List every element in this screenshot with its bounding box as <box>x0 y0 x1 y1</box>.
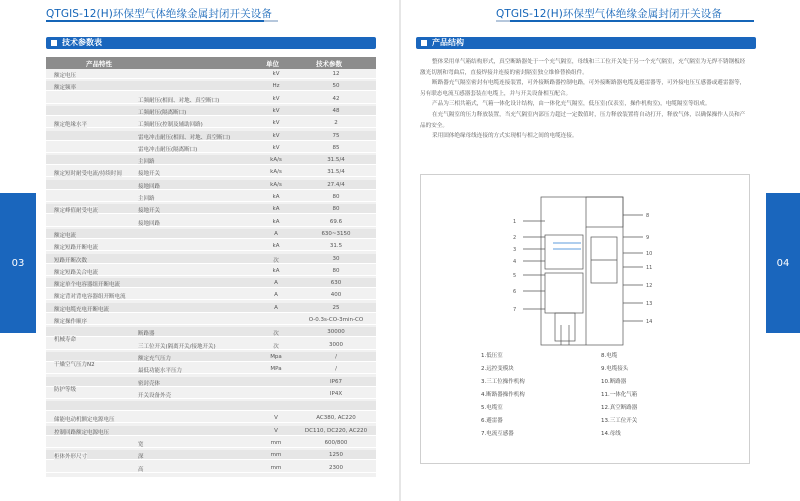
spec-cell-value: IP67 <box>330 378 342 385</box>
spec-cell-unit: kA <box>272 194 280 200</box>
spec-row <box>46 217 376 227</box>
spec-cell-value: 31.5/4 <box>327 157 345 164</box>
spec-cell-unit: mm <box>270 464 282 471</box>
spec-cell-sub: 三工位开关(隔离开关/接地开关) <box>138 343 216 350</box>
spec-cell-value: 25 <box>332 304 340 311</box>
callout-number: 3 <box>513 247 517 253</box>
spec-cell-value: 31.5 <box>329 243 343 250</box>
spec-row <box>46 364 376 374</box>
left-header-rule <box>46 20 264 22</box>
spec-cell-sub: 工频耐压(隔离断口) <box>138 109 187 116</box>
spec-cell-value: 30000 <box>327 329 345 336</box>
spec-cell-value: AC380, AC220 <box>316 415 356 422</box>
spec-cell-value: 2300 <box>329 464 343 471</box>
spec-cell-sub: 接地开关 <box>138 208 161 215</box>
spec-cell-value: 12 <box>332 71 340 77</box>
spec-row <box>46 278 376 288</box>
left-page-number: 03 <box>11 257 25 269</box>
callout-number: 13 <box>646 301 653 307</box>
spec-cell-sub: 高 <box>138 466 144 473</box>
structure-intro <box>420 57 750 142</box>
right-header-title: QTGIS-12(H)环保型气体绝缘金属封闭开关设备 <box>496 8 722 20</box>
spec-cell-name: 额定单个电容器组开断电流 <box>54 282 121 289</box>
callout-number: 1 <box>513 219 517 225</box>
callout-number: 4 <box>513 259 517 265</box>
spec-cell-sub: 接地回路 <box>138 220 161 227</box>
spec-row <box>46 266 376 276</box>
spec-row <box>46 450 376 460</box>
spec-row <box>46 377 376 387</box>
legend-item: 9.电缆接头 <box>601 366 629 372</box>
spec-row <box>46 118 376 128</box>
spec-cell-value: 80 <box>332 206 340 213</box>
spec-cell-value: / <box>335 366 337 373</box>
spec-row <box>46 254 376 264</box>
spec-row <box>46 143 376 153</box>
spec-table-header <box>46 57 376 69</box>
spec-row <box>46 131 376 141</box>
spec-group-label: 机械寿命 <box>54 337 77 344</box>
legend-item: 4.断路器操作机构 <box>481 392 525 398</box>
spec-cell-unit: 次 <box>273 343 279 350</box>
spec-cell-name: 储能电动机额定电源电压 <box>54 417 115 424</box>
spec-table-body <box>46 69 376 477</box>
spec-row <box>46 69 376 79</box>
legend-item: 7.电流互感器 <box>481 431 514 437</box>
right-header-rule <box>510 20 754 22</box>
spec-cell-unit: kV <box>272 107 280 114</box>
spec-group-label: 额定绝缘水平 <box>54 122 88 129</box>
spec-row <box>46 352 376 362</box>
spec-cell-unit: kV <box>272 120 280 127</box>
spec-cell-unit: kV <box>272 144 280 151</box>
spec-row <box>46 192 376 202</box>
spec-cell-unit: V <box>274 427 278 434</box>
spec-cell-name: 额定短路开断电流 <box>54 245 99 252</box>
spec-cell-unit: kA/s <box>270 157 282 164</box>
spec-cell-value: 3000 <box>329 341 343 348</box>
spec-cell-unit: kA/s <box>270 169 282 176</box>
col-header-feature: 产品特性 <box>86 60 112 68</box>
spec-cell-sub: 雷电冲击耐压(隔离断口) <box>138 146 198 153</box>
col-header-unit: 单位 <box>266 60 279 68</box>
spec-cell-sub: 最低功能水平压力 <box>138 368 183 375</box>
legend-item: 6.避雷器 <box>481 418 503 424</box>
intro-paragraph: 整体采用单气箱结构形式，真空断路器处于一个充气隔室，母线和三工位开关处于另一个充气隔室，充气隔室为无焊不锈钢板经激光切割和弯曲后，直接焊接并连接的密封隔室独立维修替换组件。 <box>420 59 746 76</box>
spec-cell-sub: 额定充气压力 <box>138 355 172 362</box>
spec-cell-sub: 密封壳体 <box>138 380 161 387</box>
structure-section-title: 产品结构 <box>416 37 756 49</box>
spec-cell-value: 85 <box>332 144 340 151</box>
spec-cell-sub: 接地开关 <box>138 171 161 178</box>
spec-cell-unit: 次 <box>273 257 279 264</box>
cabinet-outline <box>541 197 623 345</box>
spec-cell-sub: 开关设备外壳 <box>138 392 172 399</box>
spec-cell-value: 75 <box>332 132 340 139</box>
col-header-value: 技术参数 <box>316 60 342 68</box>
spec-cell-value: 80 <box>332 194 340 200</box>
spec-row <box>46 290 376 300</box>
spec-cell-unit: A <box>274 230 278 237</box>
spec-row <box>46 463 376 473</box>
spec-cell-value: 27.4/4 <box>327 181 345 188</box>
spec-row <box>46 389 376 399</box>
spec-row <box>46 401 376 411</box>
spec-cell-sub: 主回路 <box>138 159 155 166</box>
spec-cell-unit: Mpa <box>270 353 282 360</box>
intro-paragraph: 在充气隔室的压力释放装置，当充气隔室内部压力超过一定数值时，压力释放装置将自动打开，释放气体，以确保操作人员和产品的安全。 <box>420 111 746 129</box>
spec-cell-unit: kA <box>272 218 280 225</box>
callout-number: 11 <box>646 265 653 271</box>
lv-compartment <box>586 197 623 227</box>
spec-cell-unit: kV <box>272 132 280 139</box>
spec-group-label: 防护等级 <box>54 386 77 393</box>
spec-cell-value: 50 <box>332 83 340 90</box>
callout-number: 14 <box>646 319 653 325</box>
right-page-number-tab <box>766 193 800 333</box>
spec-cell-value: IP4X <box>329 390 343 397</box>
spec-cell-unit: mm <box>270 440 282 446</box>
spec-row <box>46 413 376 423</box>
spec-cell-value: 630~3150 <box>321 230 351 237</box>
spec-cell-unit: kA/s <box>270 181 282 188</box>
callout-number: 8 <box>646 213 650 219</box>
spec-row <box>46 155 376 165</box>
spec-row <box>46 340 376 350</box>
spec-row <box>46 241 376 251</box>
callout-number: 12 <box>646 283 653 289</box>
spec-cell-sub: 深 <box>138 454 144 461</box>
spec-cell-sub: 工频耐压(相间、对地、真空断口) <box>138 97 220 104</box>
spec-group-label: 柜体外形尺寸 <box>54 454 88 461</box>
page-gutter <box>399 0 401 501</box>
callout-number: 9 <box>646 235 650 241</box>
spec-cell-unit: A <box>274 292 278 299</box>
spec-cell-name: 短路开断次数 <box>54 257 88 264</box>
spec-group-label: 额定短时耐受电流/持续时间 <box>54 171 122 178</box>
spec-cell-value: 400 <box>330 292 342 299</box>
spec-row <box>46 229 376 239</box>
spec-cell-name: 额定背对背电容器组开断电流 <box>54 294 126 301</box>
legend-item: 1.低压室 <box>481 353 503 359</box>
spec-section-title: 技术参数表 <box>46 37 376 49</box>
legend-item: 5.电缆室 <box>481 405 503 411</box>
callout-number: 10 <box>646 251 653 257</box>
spec-row <box>46 180 376 190</box>
spec-cell-sub: 工频耐压(控制及辅助回路) <box>138 122 203 129</box>
legend-item: 10.断路器 <box>601 379 627 385</box>
spec-cell-name: 额定电缆充电开断电流 <box>54 306 110 313</box>
spec-row <box>46 327 376 337</box>
spec-cell-sub: 接地回路 <box>138 183 161 190</box>
spec-cell-name: 额定短路关合电流 <box>54 269 99 276</box>
structure-figure <box>420 174 750 464</box>
legend-item: 8.电缆 <box>601 353 618 359</box>
switchgear-diagram <box>421 175 751 465</box>
spec-cell-name: 控制回路额定电源电压 <box>54 429 110 436</box>
spec-cell-unit: kA <box>272 243 280 250</box>
left-header-accent <box>264 20 278 22</box>
intro-paragraph: 采用固体绝缘母线连接的方式实现相与相之间的电缆连接。 <box>432 133 578 140</box>
gas-tank-upper <box>545 235 583 269</box>
spec-row <box>46 438 376 448</box>
spec-cell-unit: kV <box>272 71 280 77</box>
spec-cell-value: 600/800 <box>324 440 348 446</box>
spec-cell-value: 80 <box>332 267 340 274</box>
spec-cell-sub: 断路器 <box>138 331 155 338</box>
left-header-title: QTGIS-12(H)环保型气体绝缘金属封闭开关设备 <box>46 8 272 20</box>
spec-cell-unit: V <box>274 415 278 422</box>
spec-row <box>46 426 376 436</box>
spec-cell-value: DC110, DC220, AC220 <box>304 427 368 434</box>
spec-cell-sub: 主回路 <box>138 196 155 202</box>
gas-tank-lower <box>545 273 583 313</box>
callout-number: 2 <box>513 235 517 241</box>
spec-cell-value: / <box>335 353 337 360</box>
legend-item: 2.远控变模块 <box>481 366 514 372</box>
callout-number: 6 <box>513 289 517 295</box>
intro-paragraph: 产品为三相共箱式，气箱一体化设计结构，由一体化充气隔室，低压室(仪表室，操作机构室)，电缆隔室等组成。 <box>432 101 711 108</box>
legend-item: 3.三工位操作机构 <box>481 379 525 385</box>
left-page-number-tab <box>0 193 36 333</box>
spec-cell-value: 42 <box>332 95 340 102</box>
spec-table <box>46 57 376 477</box>
spec-cell-value: O-0.3s-CO-3min-CO <box>308 317 364 323</box>
spec-row <box>46 94 376 104</box>
spec-group-label: 额定峰值耐受电流 <box>54 208 99 215</box>
spec-group-label: 干燥空气压力N2 <box>54 362 95 369</box>
spec-cell-unit: kA <box>272 206 280 213</box>
spec-cell-unit: 次 <box>273 331 279 338</box>
callout-number: 5 <box>513 273 517 279</box>
spec-cell-unit: MPa <box>270 366 282 373</box>
right-header-accent <box>496 20 510 22</box>
spec-cell-value: 48 <box>332 107 340 114</box>
spec-cell-value: 69.6 <box>329 218 343 225</box>
legend-item: 12.真空断路器 <box>601 405 638 411</box>
spec-cell-value: 31.5/4 <box>327 169 345 176</box>
spec-cell-sub: 宽 <box>138 442 144 448</box>
spec-row <box>46 81 376 91</box>
spec-cell-value: 30 <box>332 255 340 262</box>
spec-cell-name: 额定操作顺序 <box>54 319 88 325</box>
spec-cell-sub: 雷电冲击耐压(相间、对地、真空断口) <box>138 134 231 141</box>
right-page-number: 04 <box>776 257 790 269</box>
spec-cell-name: 额定频率 <box>54 85 77 92</box>
legend-item: 14.母线 <box>601 431 621 437</box>
spec-row <box>46 315 376 325</box>
spec-cell-value: 630 <box>330 280 342 287</box>
spec-cell-value: 2 <box>334 120 338 127</box>
spec-row <box>46 106 376 116</box>
spec-cell-unit: kV <box>272 95 280 102</box>
spec-cell-name: 额定电压 <box>54 73 77 79</box>
spec-cell-unit: kA <box>272 267 280 274</box>
spec-cell-unit: A <box>274 280 278 287</box>
spec-row <box>46 303 376 313</box>
legend-item: 11.一体化气箱 <box>601 392 638 398</box>
cable-compartment <box>555 313 575 341</box>
intro-paragraph: 断路器充气隔室密封有电缆连接装置，可外接断路器控制电路，可外接断路器电缆及避雷器等，可外接电压互感器或避雷器等，另有联态电流互感器套装在电缆上，并与开关设备相互配合。 <box>420 80 746 97</box>
spec-cell-unit: mm <box>270 452 282 459</box>
spec-cell-name: 额定电流 <box>54 232 77 239</box>
spec-cell-value: 1250 <box>329 452 343 459</box>
legend-item: 13.三工位开关 <box>601 418 638 424</box>
spec-cell-unit: A <box>274 304 278 311</box>
callout-number: 7 <box>513 307 517 313</box>
spec-cell-unit: Hz <box>272 83 280 90</box>
